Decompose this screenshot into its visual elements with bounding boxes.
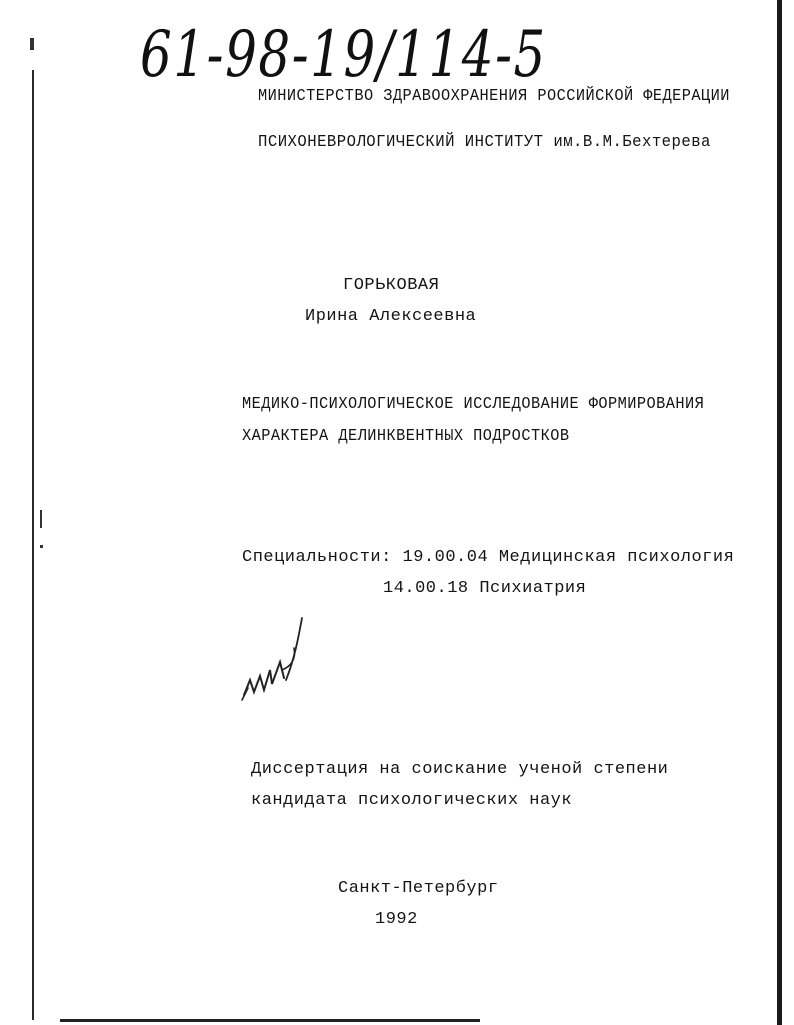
scan-speck: [40, 510, 42, 528]
specialty-line-1: [242, 548, 734, 567]
scan-speck: [30, 38, 34, 50]
city: Санкт-Петербург: [338, 879, 499, 898]
dissertation-line-1: Диссертация на соискание ученой степени: [251, 760, 669, 779]
dissertation-line-2: кандидата психологических наук: [251, 791, 573, 810]
scan-edge-bottom: [60, 1019, 480, 1022]
specialty-first: 19.00.04 Медицинская психология: [402, 548, 735, 567]
institute-heading: ПСИХОНЕВРОЛОГИЧЕСКИЙ ИНСТИТУТ им.В.М.Бехтерева: [258, 133, 711, 152]
scan-edge-right: [777, 0, 782, 1025]
handwritten-archive-number: 61-98-19/114-5: [140, 18, 547, 92]
specialties-label: Специальности:: [242, 548, 392, 567]
author-surname: ГОРЬКОВАЯ: [343, 276, 440, 295]
thesis-title-line-1: МЕДИКО-ПСИХОЛОГИЧЕСКОЕ ИССЛЕДОВАНИЕ ФОРМИРОВАНИЯ: [242, 395, 705, 414]
author-given-names: Ирина Алексеевна: [305, 307, 477, 326]
specialty-second: 14.00.18 Психиатрия: [383, 579, 587, 598]
ministry-heading: МИНИСТЕРСТВО ЗДРАВООХРАНЕНИЯ РОССИЙСКОЙ ФЕДЕРАЦИИ: [258, 87, 730, 106]
year: 1992: [375, 910, 418, 929]
scan-speck: [40, 545, 43, 548]
thesis-title-line-2: ХАРАКТЕРА ДЕЛИНКВЕНТНЫХ ПОДРОСТКОВ: [242, 427, 570, 446]
signature-mark: [236, 600, 316, 710]
scan-edge-left: [32, 70, 34, 1020]
